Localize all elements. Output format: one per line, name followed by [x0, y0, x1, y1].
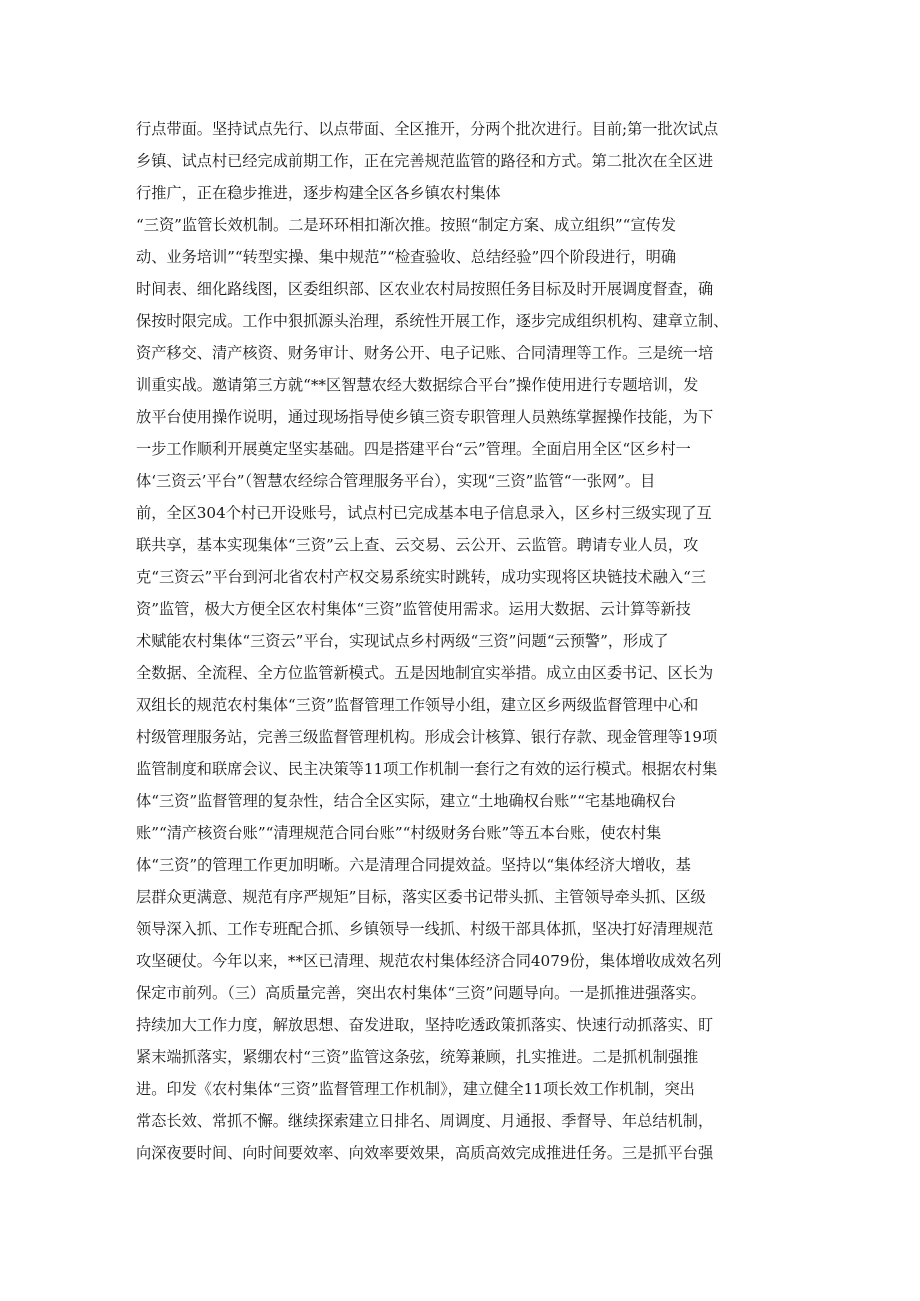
text-line: 动、业务培训”“转型实操、集中规范”“检查验收、总结经验”四个阶段进行，明确: [136, 248, 677, 266]
text-line: 进。印发《农村集体“三资”监督管理工作机制》，建立健全11项长效工作机制，突出: [136, 1080, 695, 1098]
text-line: 持续加大工作力度，解放思想、奋发进取，坚持吃透政策抓落实、快速行动抓落实、盯: [136, 1016, 714, 1034]
text-line: 体“三资”的管理工作更加明晰。六是清理合同提效益。坚持以“集体经济大增收，基: [136, 856, 691, 874]
text-line: 攻坚硬仗。今年以来，**区已清理、规范农村集体经济合同4079份，集体增收成效名列: [136, 952, 722, 970]
text-line: 资产移交、清产核资、财务审计、财务公开、电子记账、合同清理等工作。三是统一培: [136, 344, 714, 362]
text-line: 联共享，基本实现集体“三资”云上查、云交易、云公开、云监管。聘请专业人员，攻: [136, 536, 699, 554]
text-line: 保按时限完成。工作中狠抓源头治理，系统性开展工作，逐步完成组织机构、建章立制、: [136, 312, 729, 330]
text-line: 向深夜要时间、向时间要效率、向效率要效果，高质高效完成推进任务。三是抓平台强: [136, 1144, 714, 1162]
text-line: 常态长效、常抓不懈。继续探索建立日排名、周调度、月通报、季督导、年总结机制，: [136, 1112, 714, 1130]
text-line: 前，全区304个村已开设账号，试点村已完成基本电子信息录入，区乡村三级实现了互: [136, 504, 712, 522]
text-line: 术赋能农村集体“三资云”平台，实现试点乡村两级“三资”问题“云预警”，形成了: [136, 632, 669, 650]
text-line: 双组长的规范农村集体“三资”监督管理工作领导小组，建立区乡两级监督管理中心和: [136, 696, 699, 714]
text-line: 监管制度和联席会议、民主决策等11项工作机制一套行之有效的运行模式。根据农村集: [136, 760, 718, 778]
text-line: 紧末端抓落实，紧绷农村“三资”监管这条弦，统筹兼顾，扎实推进。二是抓机制强推: [136, 1048, 699, 1066]
text-line: 乡镇、试点村已经完成前期工作，正在完善规范监管的路径和方式。第二批次在全区进: [136, 152, 714, 170]
text-line: 克“三资云”平台到河北省农村产权交易系统实时跳转，成功实现将区块链技术融入“三: [136, 568, 707, 586]
text-line: 领导深入抓、工作专班配合抓、乡镇领导一线抓、村级干部具体抓，坚决打好清理规范: [136, 920, 714, 938]
text-line: 训重实战。邀请第三方就“**区智慧农经大数据综合平台”操作使用进行专题培训，发: [136, 376, 699, 394]
text-line: 村级管理服务站，完善三级监督管理机构。形成会计核算、银行存款、现金管理等19项: [136, 728, 718, 746]
text-line: 体“三资”监督管理的复杂性，结合全区实际，建立“土地确权台账”“宅基地确权台: [136, 792, 677, 810]
text-line: 体‘三资云’平台”（智慧农经综合管理服务平台），实现“三资”监管“一张网”。目: [136, 472, 656, 490]
text-line: 层群众更满意、规范有序严规矩”目标，落实区委书记带头抓、主管领导牵头抓、区级: [136, 888, 706, 906]
text-line: “三资”监管长效机制。二是环环相扣渐次推。按照“制定方案、成立组织”“宣传发: [136, 216, 677, 234]
body-text: [136, 113, 798, 1169]
text-line: 保定市前列。（三）高质量完善，突出农村集体“三资”问题导向。一是抓推进强落实。: [136, 984, 706, 1002]
text-line: 账”“清产核资台账”“清理规范合同台账”“村级财务台账”等五本台账，使农村集: [136, 824, 662, 842]
text-line: 行点带面。坚持试点先行、以点带面、全区推开，分两个批次进行。目前;第一批次试点: [136, 120, 719, 138]
text-line: 资”监管，极大方便全区农村集体“三资”监管使用需求。运用大数据、云计算等新技: [136, 600, 691, 618]
text-line: 放平台使用操作说明，通过现场指导使乡镇三资专职管理人员熟练掌握操作技能，为下: [136, 408, 714, 426]
text-line: 行推广，正在稳步推进，逐步构建全区各乡镇农村集体: [136, 184, 501, 202]
text-line: 时间表、细化路线图，区委组织部、区农业农村局按照任务目标及时开展调度督查，确: [136, 280, 714, 298]
text-line: 全数据、全流程、全方位监管新模式。五是因地制宜实举措。成立由区委书记、区长为: [136, 664, 714, 682]
text-line: 一步工作顺利开展奠定坚实基础。四是搭建平台“云”管理。全面启用全区“区乡村一: [136, 440, 691, 458]
